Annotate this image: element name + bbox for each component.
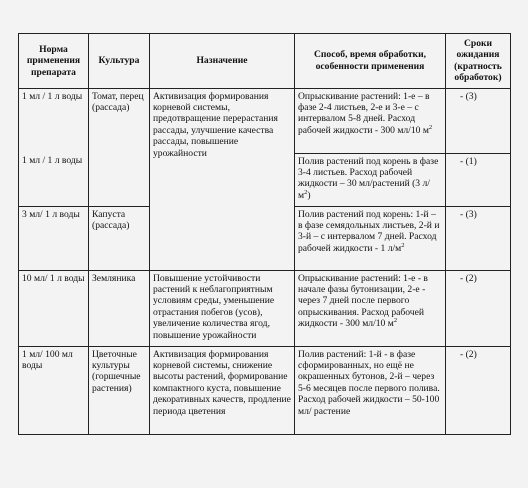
header-wait: Сроки ожидания (кратность обработок) [446,34,511,89]
cell-wait: - (3) [446,88,511,153]
dosage-table-container [18,33,510,435]
header-purpose: Назначение [150,34,295,89]
cell-norm: 3 мл/ 1 л воды [19,206,89,270]
cell-culture: Капуста (рассада) [89,206,150,270]
method-superscript: 2 [401,241,405,249]
cell-purpose: Активизация формирования корневой системы, предотвращение перерастания рассады, улучшение качества рассады, повышение урожайности [150,88,295,270]
cell-norm: 1 мл / 1 л воды [19,153,89,206]
header-norm: Норма применения препарата [19,34,89,89]
cell-wait: - (2) [446,346,511,434]
cell-norm: 10 мл/ 1 л воды [19,270,89,346]
table-row [19,88,511,153]
cell-norm: 1 мл / 1 л воды [19,88,89,153]
cell-norm: 1 мл/ 100 мл воды [19,346,89,434]
cell-culture: Цветочные культуры (горшечные растения) [89,346,150,434]
cell-method [295,153,446,206]
cell-wait: - (3) [446,206,511,270]
cell-culture: Томат, перец (рассада) [89,88,150,206]
cell-method [295,206,446,270]
cell-method: Полив растений: 1-й - в фазе сформированных, но ещё не окрашенных бутонов, 2-й – через 5-6 месяцев после первого полива. Расход рабочей жидкости – 50-100 мл/ растение [295,346,446,434]
dosage-table [18,33,511,435]
method-text: Полив растений под корень в фазе 3-4 листьев. Расход рабочей жидкости – 30 мл/растений (3 л/м [298,155,439,201]
method-text: Полив растений под корень: 1-й – в фазе семядольных листьев, 2-й и 3-й – с интервалом 7 дней. Расход рабочей жидкости - 1 л/м [298,208,440,254]
cell-purpose: Активизация формирования корневой системы, снижение высоты растений, формирование компактного куста, повышение декоративных качеств, продление периода цветения [150,346,295,434]
cell-culture: Земляника [89,270,150,346]
method-text: Опрыскивание растений: 1-е - в начале фазы бутонизации, 2-е - через 7 дней после первого опрыскивания. Расход рабочей жидкости - 300 мл/10 м [298,272,428,330]
header-culture: Культура [89,34,150,89]
table-row [19,270,511,346]
cell-method [295,270,446,346]
method-superscript: 2 [304,188,308,196]
cell-wait: - (2) [446,270,511,346]
cell-method [295,88,446,153]
method-text-end: ) [307,189,311,201]
method-text: Опрыскивание растений: 1-е – в фазе 2-4 листьев, 2-е и 3-е – с интервалом 5-8 дней. Расход рабочей жидкости - 300 мл/10 м [298,90,430,136]
cell-wait: - (1) [446,153,511,206]
method-superscript: 2 [428,123,433,131]
table-row [19,346,511,434]
cell-purpose: Повышение устойчивости растений к неблагоприятным условиям среды, уменьшение отрастания побегов (усов), увеличение количества ягод, повышение урожайности [150,270,295,346]
header-method: Способ, время обработки, особенности применения [295,34,446,89]
method-superscript: 2 [393,317,398,325]
table-header-row [19,34,511,89]
